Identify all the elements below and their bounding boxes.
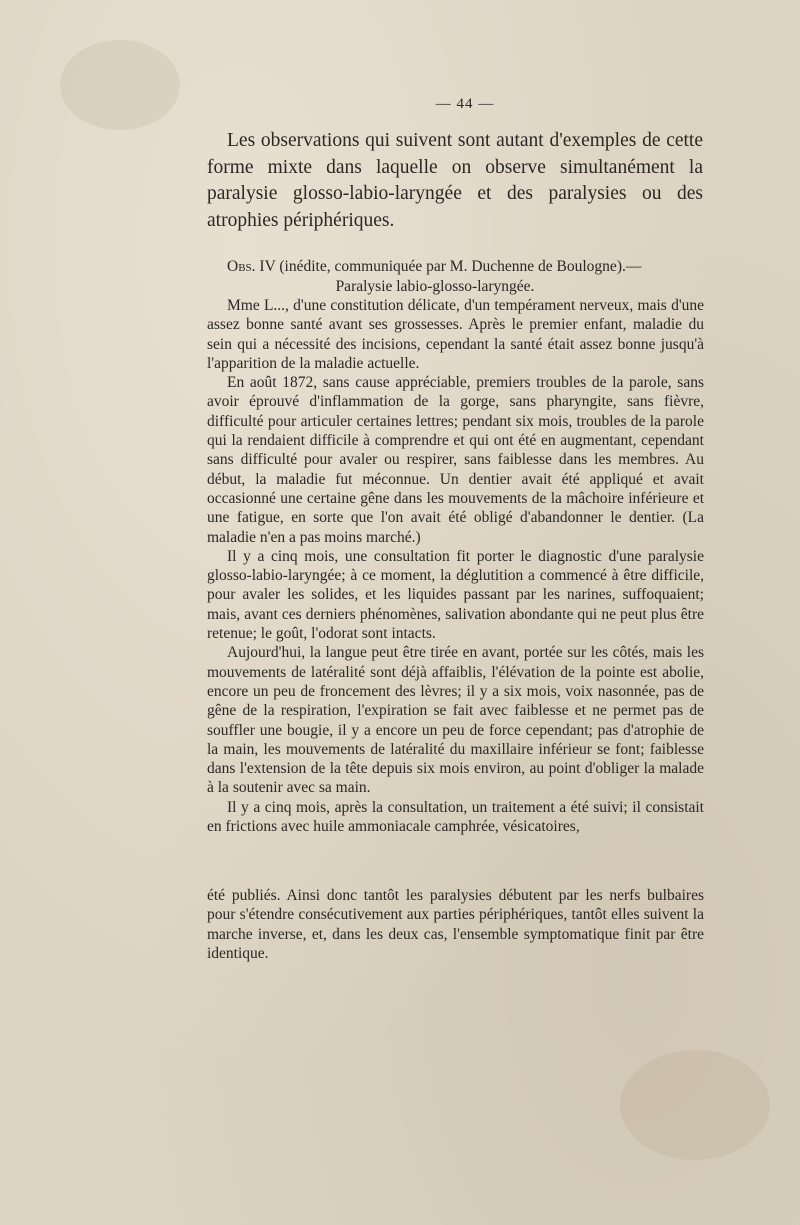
observation-subtitle: Paralysie labio-glosso-laryngée. [335, 278, 535, 295]
observation-title [207, 257, 703, 277]
paper-stain [620, 1050, 770, 1160]
observation-heading-text: IV (inédite, communiquée par M. Duchenne de Boulogne).— [255, 258, 642, 275]
body-paragraph: Il y a cinq mois, une consultation fit porter le diagnostic d'une paralysie glosso-labio-laryngée; à ce moment, la déglutition a commencé à être difficile, pour avaler les solides, et les liquides passant par les narines, suffoquaient; mais, avant ces derniers phénomènes, salivation abondante qui ne peut plus être retenue; le goût, l'odorat sont intacts. [207, 547, 704, 643]
footnote-continuation: été publiés. Ainsi donc tantôt les paralysies débutent par les nerfs bulbaires pour s'étendre consécutivement aux parties périphériques, tantôt elles suivent la marche inverse, et, dans les deux cas, l'ensemble symptomatique finit par être identique. [207, 887, 704, 962]
observation-body [207, 296, 704, 836]
paper-stain [60, 40, 180, 130]
intro-paragraph: Les observations qui suivent sont autant d'exemples de cette forme mixte dans laquelle on observe simultanément la paralysie glosso-labio-laryngée et des paralysies ou des atrophies périphériques. [207, 130, 703, 231]
body-paragraph: En août 1872, sans cause appréciable, premiers troubles de la parole, sans avoir éprouvé d'inflammation de la gorge, sans pharyngite, sans fièvre, difficulté pour articuler certaines lettres; pendant six mois, troubles de la parole qui la rendaient difficile à comprendre et qui ont été en augmentant, cependant sans difficulté pour avaler ou respirer, sans faiblesse dans les membres. Au début, la maladie fut méconnue. Un dentier avait été appliqué et avait occasionné une certaine gêne dans les mouvements de la mâchoire inférieure et une fatigue, en sorte que l'on avait été obligé d'abandonner le dentier. (La maladie n'en a pas moins marché.) [207, 374, 704, 546]
body-paragraph: Il y a cinq mois, après la consultation, un traitement a été suivi; il consistait en frictions avec huile ammoniacale camphrée, vésicatoires, [207, 798, 704, 836]
page-number: — 44 — [435, 96, 495, 112]
observation-label: Obs. [227, 258, 256, 275]
body-paragraph: Mme L..., d'une constitution délicate, d'un tempérament nerveux, mais d'une assez bonne santé avant ses grossesses. Après le premier enfant, maladie du sein qui a nécessité des incisions, cependant la santé était assez bonne jusqu'à l'apparition de la maladie actuelle. [207, 297, 704, 372]
observation-heading [207, 257, 703, 297]
body-paragraph: Aujourd'hui, la langue peut être tirée en avant, portée sur les côtés, mais les mouvements de latéralité sont déjà affaiblis, l'élévation de la pointe est abolie, encore un peu de froncement des lèvres; il y a six mois, voix nasonnée, pas de gêne de la respiration, l'expiration se fait avec faiblesse et ne permet pas de souffler une bougie, il y a encore un peu de force cependant; pas d'atrophie de la main, les mouvements de latéralité du maxillaire inférieur se font; faiblesse dans l'extension de la tête depuis six mois environ, au point d'obliger la malade à la soutenir avec sa main. [207, 644, 704, 797]
